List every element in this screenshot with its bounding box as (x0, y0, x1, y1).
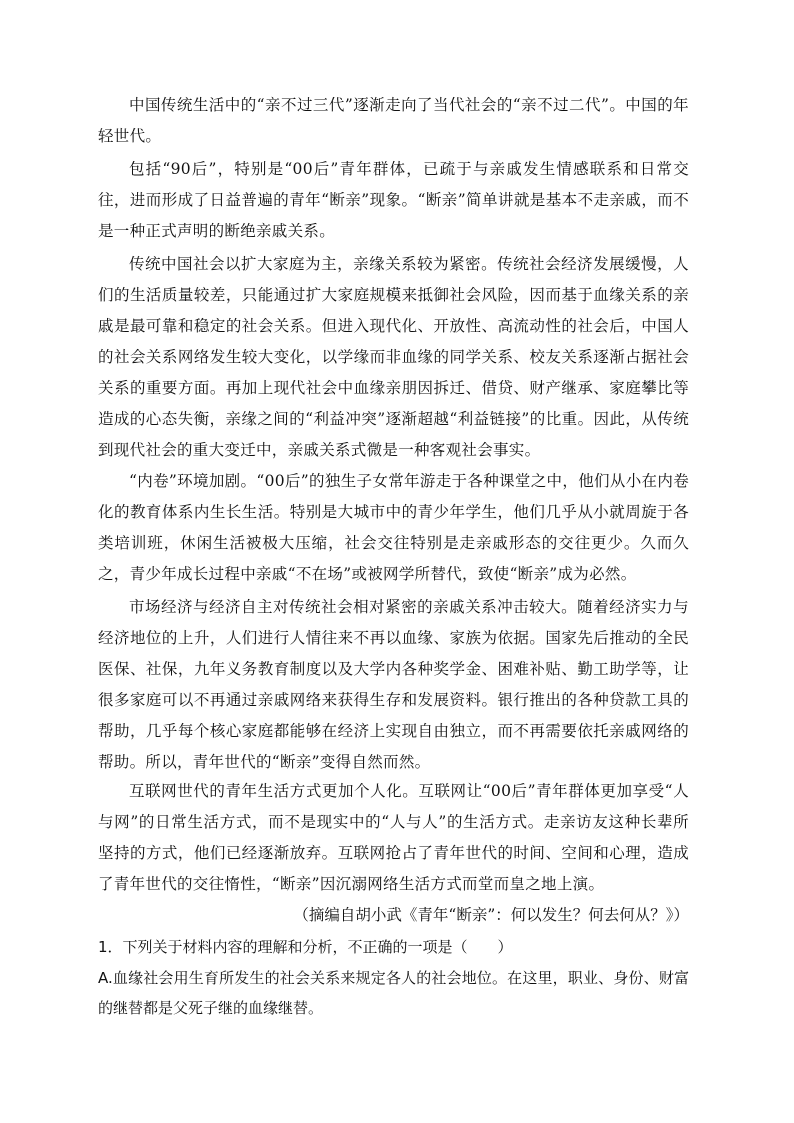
question-option-a: A.血缘社会用生育所发生的社会关系来规定各人的社会地位。在这里，职业、身份、财富的继替都是父死子继的血缘继替。 (98, 969, 689, 1017)
passage-source: （摘编自胡小武《青年“断亲”：何以发生？何去何从？》） (293, 906, 689, 924)
passage-paragraph-2: 包括“90后”，特别是“00后”青年群体，已疏于与亲戚发生情感联系和日常交往，进而形成了日益普遍的青年“断亲”现象。“断亲”简单讲就是基本不走亲戚，而不是一种正式声明的断绝亲戚关系。 (98, 160, 689, 240)
passage-paragraph-3: 传统中国社会以扩大家庭为主，亲缘关系较为紧密。传统社会经济发展缓慢，人们的生活质量较差，只能通过扩大家庭规模来抵御社会风险，因而基于血缘关系的亲戚是最可靠和稳定的社会关系。但进入现代化、开放性、高流动性的社会后，中国人的社会关系网络发生较大变化，以学缘而非血缘的同学关系、校友关系逐渐占据社会关系的重要方面。再加上现代社会中血缘亲朋因拆迁、借贷、财产继承、家庭攀比等造成的心态失衡，亲缘之间的“利益冲突”逐渐超越“利益链接”的比重。因此，从传统到现代社会的重大变迁中，亲戚关系式微是一种客观社会事实。 (98, 255, 689, 459)
passage-paragraph-1: 中国传统生活中的“亲不过三代”逐渐走向了当代社会的“亲不过二代”。中国的年轻世代。 (98, 96, 689, 145)
passage-paragraph-6: 互联网世代的青年生活方式更加个人化。互联网让“00后”青年群体更加享受“人与网”的日常生活方式，而不是现实中的“人与人”的生活方式。走亲访友这种长辈所坚持的方式，他们已经逐渐放弃。互联网抢占了青年世代的时间、空间和心理，造成了青年世代的交往惰性，“断亲”因沉溺网络生活方式而堂而皇之地上演。 (98, 782, 689, 893)
passage-paragraph-4: “内卷”环境加剧。“00后”的独生子女常年游走于各种课堂之中，他们从小在内卷化的教育体系内生长生活。特别是大城市中的青少年学生，他们几乎从小就周旋于各类培训班，休闲生活被极大压缩，社会交往特别是走亲戚形态的交往更少。久而久之，青少年成长过程中亲戚“不在场”或被网学所替代，致使“断亲”成为必然。 (98, 472, 689, 583)
question-stem: 1．下列关于材料内容的理解和分析，不正确的一项是（ ） (98, 938, 513, 956)
passage-paragraph-5: 市场经济与经济自主对传统社会相对紧密的亲戚关系冲击较大。随着经济实力与经济地位的上升，人们进行人情往来不再以血缘、家族为依据。国家先后推动的全民医保、社保，九年义务教育制度以及大学内各种奖学金、困难补贴、勤工助学等，让很多家庭可以不再通过亲戚网络来获得生存和发展资料。银行推出的各种贷款工具的帮助，几乎每个核心家庭都能够在经济上实现自由独立，而不再需要依托亲戚网络的帮助。所以，青年世代的“断亲”变得自然而然。 (98, 598, 689, 771)
